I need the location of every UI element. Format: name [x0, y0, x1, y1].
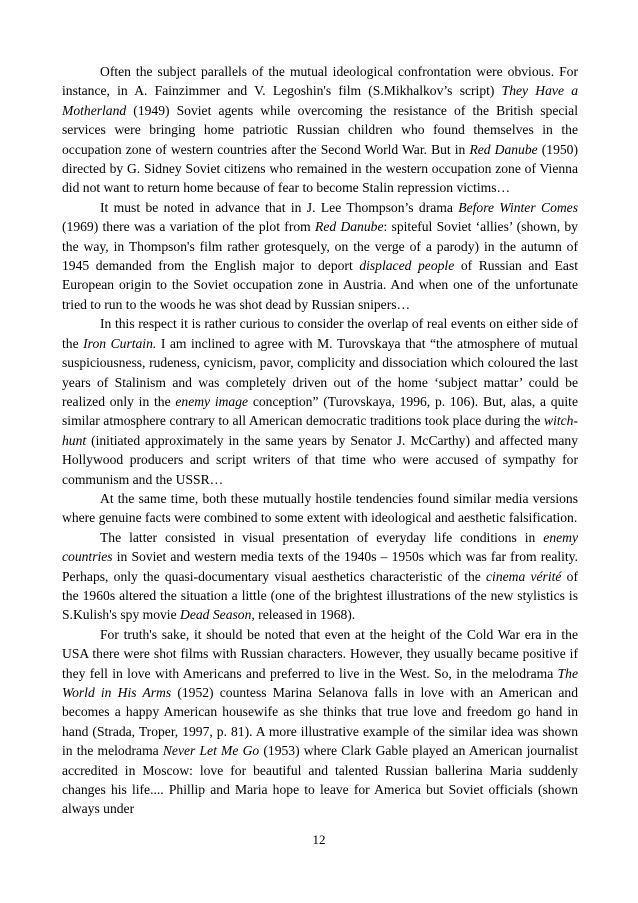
text-run: I am inclined to agree with M. Turovskaya that “the atmosphere of mutual suspiciousness, rudeness, cynicism, pavor, complicity and dissociation which coloured the last years of Stalinism and was completely driven out of the home ‘subject mattar’ could be realized only in the	[62, 335, 578, 409]
text-run: of Russian and East European origin to the Soviet occupation zone in Austria. And when one of the unfortunate tried to run to the woods he was shot dead by Russian snipers…	[62, 258, 578, 312]
paragraph	[62, 198, 578, 314]
text-run: , released in 1968).	[251, 607, 356, 623]
text-run: (1969) there was a variation of the plot from	[62, 219, 316, 235]
text-run: : spiteful Soviet ‘allies’ (shown, by the way, in Thompson's film rather grotesquely, on the verge of a parody) in the autumn of 1945 demanded from the English major to deport	[62, 219, 578, 274]
text-run: (initiated approximately in the same years by Senator J. McCarthy) and affected many Hollywood producers and script writers of that time who were accused of sympathy for communism and the USSR…	[62, 432, 578, 487]
paragraph	[62, 62, 578, 198]
text-run: At the same time, both these mutually hostile tendencies found similar media versions where genuine facts were combined to some extent with ideological and aesthetic falsification.	[62, 490, 578, 526]
text-run: (1953) where Clark Gable played an American journalist accredited in Moscow: love for beautiful and talented Russian ballerina Maria suddenly changes his life.... Phillip and Maria hope to leave for America but Soviet officials (shown always under	[62, 743, 578, 817]
page-number: 12	[312, 832, 326, 847]
italic-text: They Have a Motherland	[62, 83, 579, 118]
italic-text: Never Let Me Go	[162, 743, 260, 759]
text-run: Often the subject parallels of the mutual ideological confrontation were obvious. For instance, in A. Fainzimmer and V. Legoshin's film (S.Mikhalkov’s script)	[62, 64, 578, 99]
text-run: (1952) countess Marina Selanova falls in love with an American and becomes a happy American housewife as she thinks that true love and freedom go hand in hand (Strada, Troper, 1997, p. 81). A more illustrative example of the similar idea was shown in the melodrama	[62, 685, 578, 759]
text-run: in Soviet and western media texts of the 1940s – 1950s which was far from reality. Perhaps, only the quasi-documentary visual aesthetics characteristic of the	[62, 549, 578, 584]
paragraph	[62, 625, 578, 819]
document-body	[62, 62, 578, 819]
text-run: It must be noted in advance that in J. Lee Thompson’s drama	[100, 199, 459, 215]
italic-text: Red Danube	[469, 141, 538, 157]
italic-text: The World in His Arms	[62, 665, 578, 700]
italic-text: Dead Season	[180, 607, 252, 623]
italic-text: witch-hunt	[62, 413, 578, 448]
text-run: (1950) directed by G. Sidney Soviet citizens who remained in the western occupation zone of Vienna did not want to return home because of fear to become Stalin repression victims…	[62, 141, 579, 196]
text-run: The latter consisted in visual presentation of everyday life conditions in	[100, 529, 544, 545]
italic-text: enemy countries	[62, 529, 578, 565]
paragraph	[62, 489, 578, 528]
italic-text: cinema vérité	[486, 568, 562, 584]
italic-text: enemy image	[175, 393, 249, 409]
text-run: conception” (Turovskaya, 1996, p. 106). But, alas, a quite similar atmosphere contrary to all American democratic traditions took place during the	[62, 393, 578, 429]
italic-text: Before Winter Comes	[458, 199, 579, 215]
italic-text: Red Danube	[315, 219, 384, 235]
paragraph	[62, 314, 578, 489]
text-run: For truth's sake, it should be noted that even at the height of the Cold War era in the USA there were shot films with Russian characters. However, they usually became positive if they fell in love with Americans and preferred to live in the West. So, in the melodrama	[62, 626, 578, 681]
text-run: of the 1960s altered the situation a little (one of the brightest illustrations of the new stylistics is S.Kulish's spy movie	[62, 568, 578, 623]
italic-text: displaced people	[359, 258, 455, 274]
italic-text: Iron Curtain.	[83, 335, 157, 351]
text-run: (1949) Soviet agents while overcoming the resistance of the British special services were bringing home patriotic Russian children who found themselves in the occupation zone of western countries after the Second World War. But in	[62, 102, 578, 157]
paragraph	[62, 528, 578, 625]
text-run: In this respect it is rather curious to consider the overlap of real events on either side of the	[62, 316, 578, 351]
